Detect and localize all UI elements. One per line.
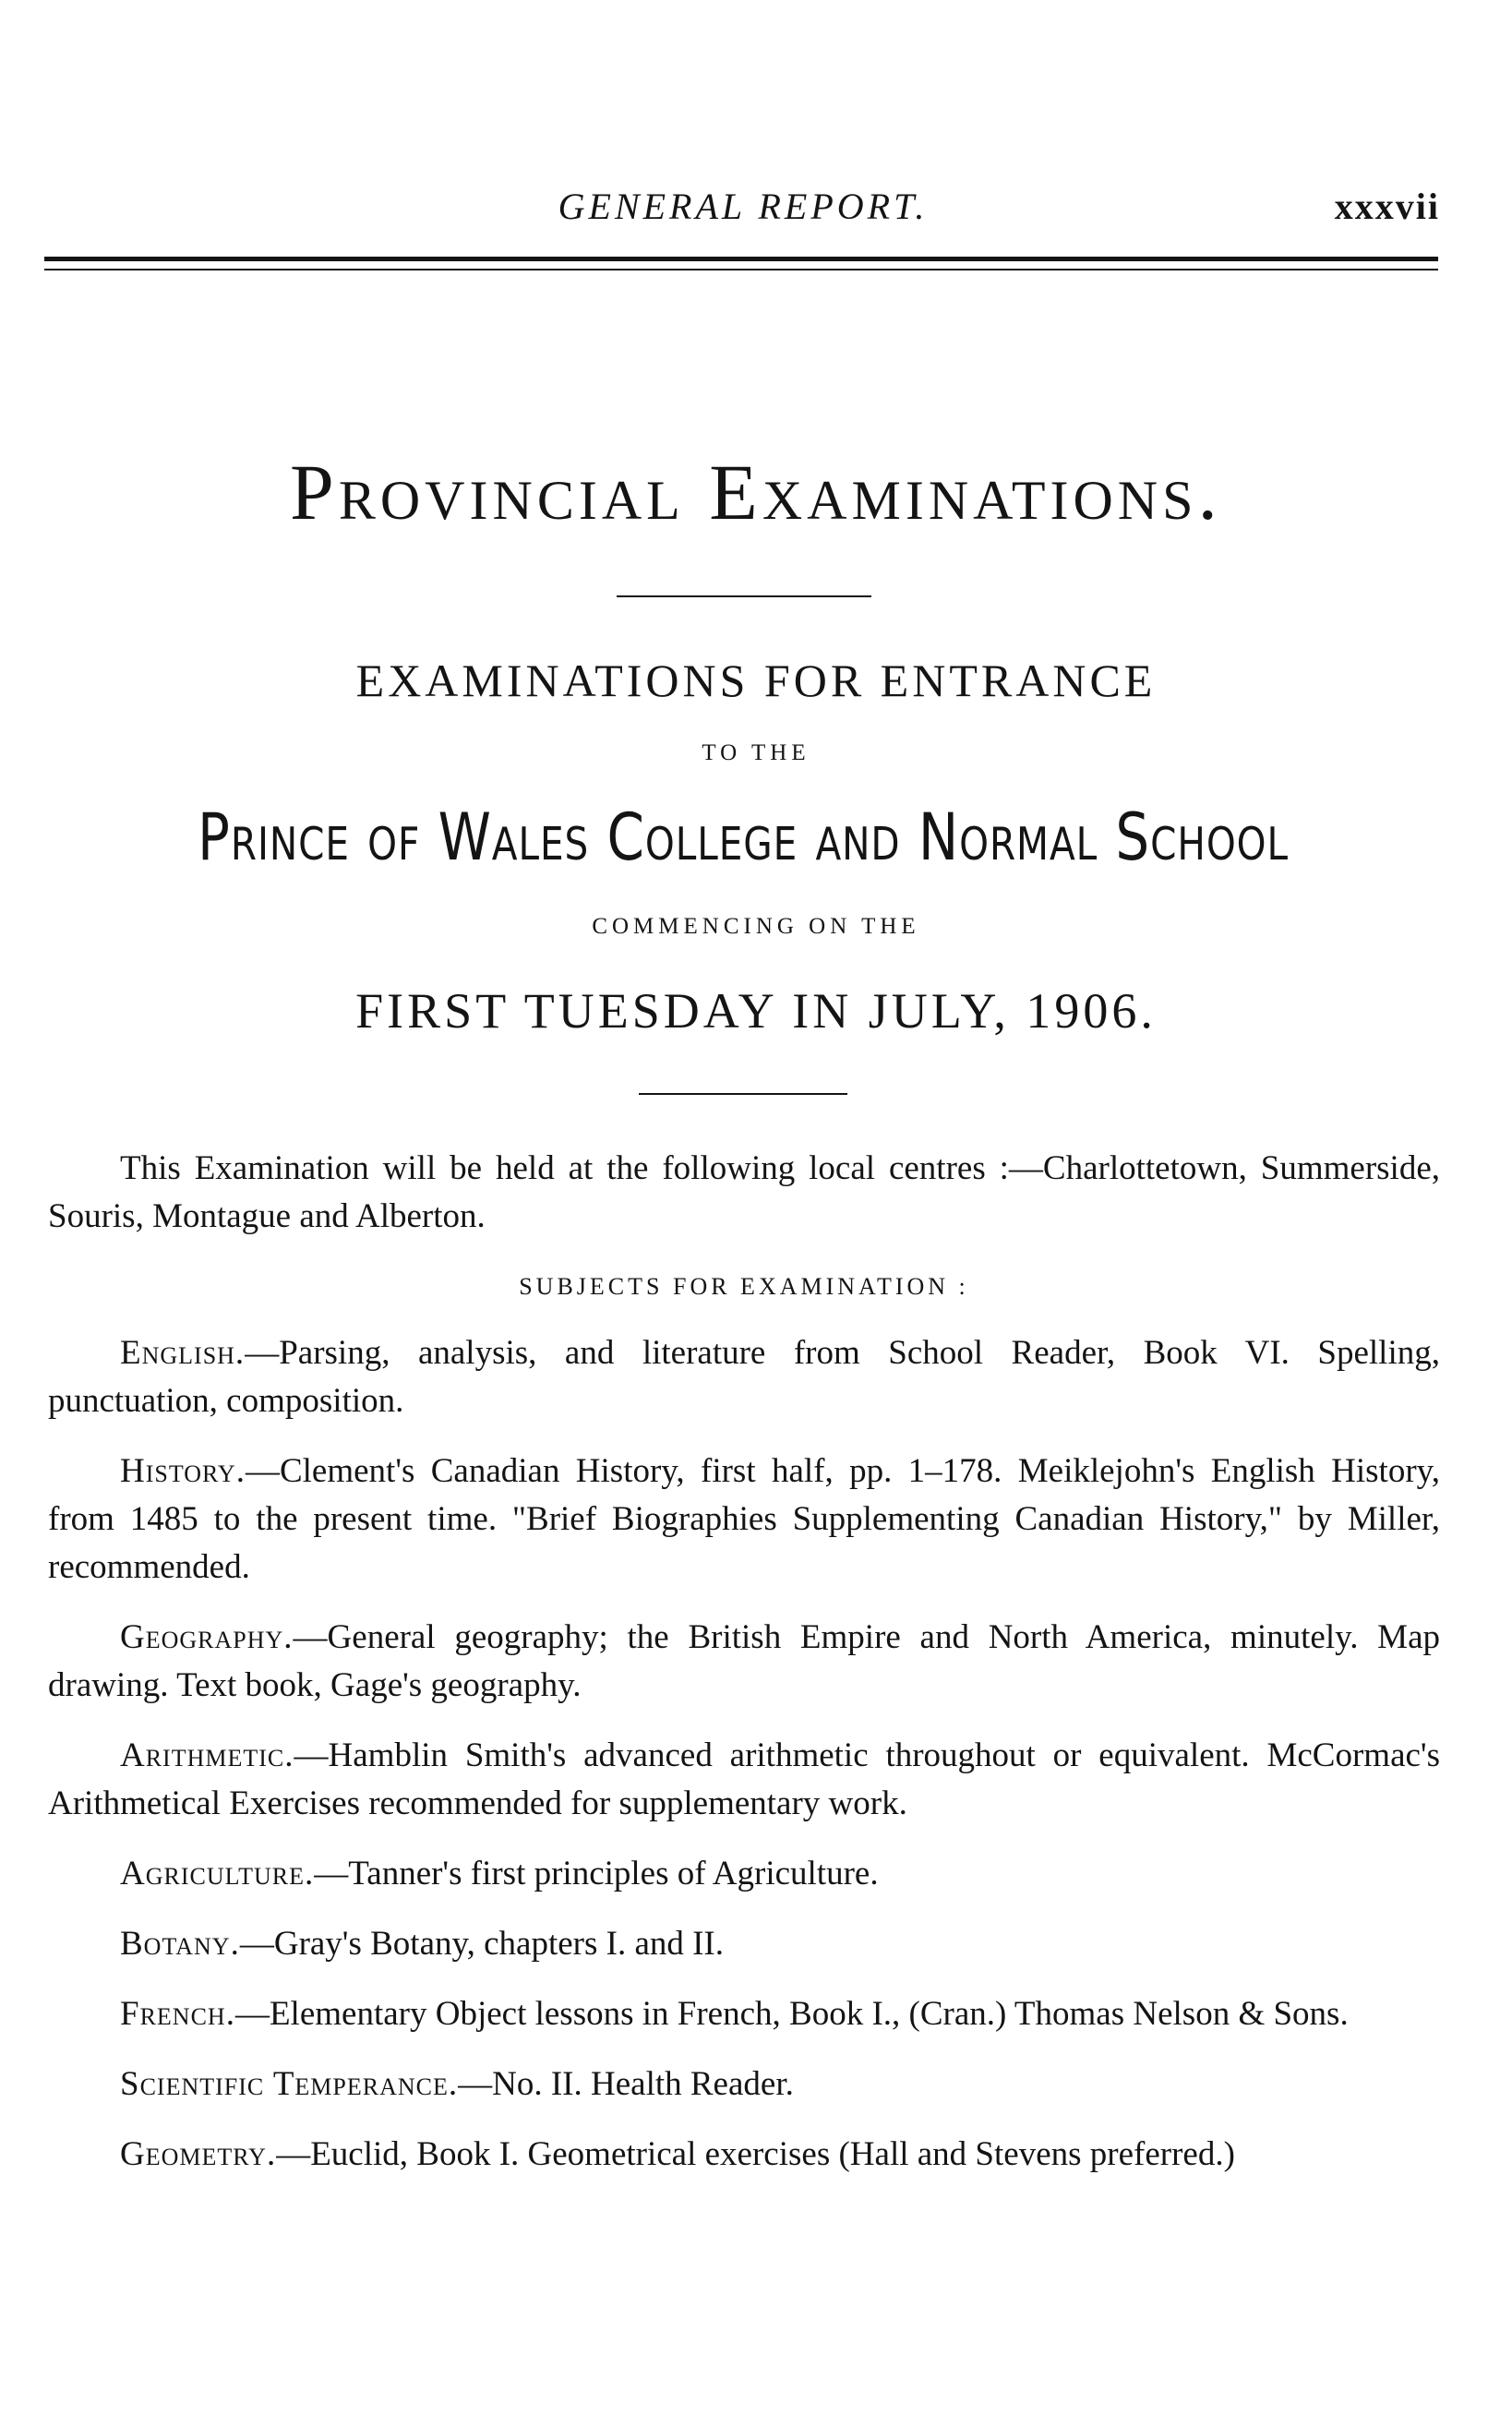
subject-text: —Elementary Object lessons in French, Book I., (Cran.) Thomas Nelson & Sons. <box>234 1995 1349 2033</box>
date-line: FIRST TUESDAY IN JULY, 1906. <box>355 983 1157 1039</box>
subject-scientific-temperance <box>48 2061 1440 2109</box>
subject-agriculture <box>48 1850 1440 1898</box>
subject-text: —General geography; the British Empire and North America, minutely. Map drawing. Text book, Gage's geography. <box>48 1618 1440 1704</box>
running-title: GENERAL REPORT. <box>558 186 929 227</box>
subject-name: Geography. <box>120 1618 294 1656</box>
header-rule-thin <box>44 269 1438 270</box>
subject-text: —Euclid, Book I. Geometrical exercises (Hall and Stevens preferred.) <box>276 2135 1235 2173</box>
subject-english <box>48 1329 1440 1425</box>
subject-text: —Tanner's first principles of Agriculture. <box>314 1855 879 1892</box>
subject-name: Geometry. <box>120 2135 277 2173</box>
college-title: Prince of Wales College and Normal School <box>198 799 1289 875</box>
subject-name: Botany. <box>120 1925 240 1963</box>
subject-history <box>48 1448 1440 1592</box>
commencing-line: COMMENCING ON THE <box>592 914 920 939</box>
title-divider <box>617 595 871 597</box>
subject-botany <box>48 1920 1440 1968</box>
subject-text: —Hamblin Smith's advanced arithmetic throughout or equivalent. McCormac's Arithmetical Exercises recommended for supplementary work. <box>48 1736 1440 1822</box>
subject-arithmetic <box>48 1732 1440 1828</box>
subject-name: Agriculture. <box>120 1855 315 1892</box>
main-title: Provincial Examinations. <box>290 448 1222 536</box>
subject-text: —Gray's Botany, chapters I. and II. <box>239 1925 725 1963</box>
subject-text: —No. II. Health Reader. <box>458 2065 794 2103</box>
subject-french <box>48 1990 1440 2038</box>
subject-text: —Clement's Canadian History, first half, pp. 1–178. Meiklejohn's English History, from 1485 to the present time. "Brief Biographies Supplementing Canadian History," by Miller, recommended. <box>48 1452 1440 1586</box>
subject-text: —Parsing, analysis, and literature from School Reader, Book VI. Spelling, punctuation, composition. <box>48 1334 1440 1420</box>
running-head <box>46 185 1440 240</box>
intro-paragraph: This Examination will be held at the following local centres :—Charlottetown, Summerside, Souris, Montague and Alberton. <box>48 1149 1440 1235</box>
page-number: xxxvii <box>1334 186 1440 227</box>
subject-name: Arithmetic. <box>120 1736 294 1774</box>
to-the-line: TO THE <box>702 740 810 765</box>
header-rule-thick <box>44 257 1438 261</box>
subject-name: Scientific Temperance. <box>120 2065 459 2103</box>
body-text <box>48 1145 1440 2201</box>
subject-geography <box>48 1614 1440 1710</box>
subject-name: French. <box>120 1995 235 2033</box>
subject-name: History. <box>120 1452 246 1490</box>
subject-name: English. <box>120 1334 246 1372</box>
subjects-heading: SUBJECTS FOR EXAMINATION : <box>519 1273 969 1300</box>
date-divider <box>639 1093 847 1095</box>
subtitle: EXAMINATIONS FOR ENTRANCE <box>355 655 1157 706</box>
subject-geometry <box>48 2131 1440 2179</box>
